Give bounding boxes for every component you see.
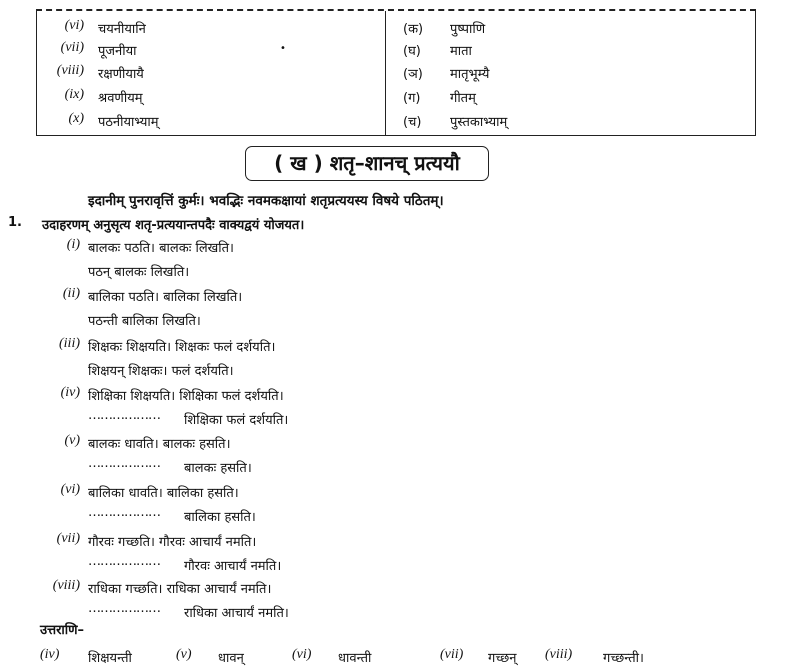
table-right-word: मातृभूम्यै — [450, 67, 490, 82]
table-right-word: गीतम् — [450, 91, 476, 106]
item-combined-sentence: राधिका आचार्यं नमति। — [184, 606, 289, 621]
answer-word: गच्छन् — [488, 651, 517, 666]
answer-number: (viii) — [545, 647, 573, 662]
stray-dot: • — [280, 43, 286, 54]
answer-word: धावन्ती — [338, 651, 372, 666]
item-number: (iv) — [60, 385, 80, 400]
table-right-word: पुस्तकाभ्याम् — [450, 115, 508, 130]
table-left-word: श्रवणीयम् — [98, 91, 143, 106]
table-left-word: पूजनीया — [98, 44, 137, 59]
answer-blank: ……………… — [88, 601, 160, 616]
table-left-word: चयनीयानि — [98, 22, 146, 37]
table-right-word: माता — [450, 44, 472, 59]
table-right-letter: (घ) — [403, 44, 421, 59]
table-left-number: (ix) — [64, 87, 84, 102]
item-sentences: बालकः पठति। बालकः लिखति। — [88, 241, 234, 256]
item-number: (i) — [66, 237, 80, 252]
table-left-number: (x) — [68, 111, 84, 126]
item-sentences: गौरवः गच्छति। गौरवः आचार्यं नमति। — [88, 535, 257, 550]
section-heading: ( ख ) शतृ–शानच् प्रत्ययौ — [245, 146, 489, 181]
table-left-word: रक्षणीयायै — [98, 67, 144, 82]
item-number: (vi) — [60, 482, 80, 497]
question-text: उदाहरणम् अनुसृत्य शतृ-प्रत्ययान्तपदैः वाक्यद्वयं योजयत। — [42, 218, 305, 233]
item-combined-sentence: पठन्ती बालिका लिखति। — [88, 314, 201, 329]
answer-blank: ……………… — [88, 505, 160, 520]
answer-word: धावन् — [218, 651, 244, 666]
item-number: (vii) — [56, 531, 80, 546]
table-right-letter: (ग) — [403, 91, 421, 106]
item-combined-sentence: गौरवः आचार्यं नमति। — [184, 559, 282, 574]
question-number: 1. — [8, 215, 22, 230]
item-sentences: बालिका धावति। बालिका हसति। — [88, 486, 239, 501]
item-sentences: शिक्षिका शिक्षयति। शिक्षिका फलं दर्शयति। — [88, 389, 284, 404]
item-combined-sentence: शिक्षिका फलं दर्शयति। — [184, 413, 289, 428]
item-sentences: बालकः धावति। बालकः हसति। — [88, 437, 231, 452]
item-combined-sentence: बालिका हसति। — [184, 510, 256, 525]
table-left-number: (vi) — [64, 18, 84, 33]
item-number: (ii) — [62, 286, 80, 301]
item-combined-sentence: बालकः हसति। — [184, 461, 252, 476]
table-right-letter: (च) — [403, 115, 422, 130]
answer-word: शिक्षयन्ती — [88, 651, 132, 666]
table-right-letter: (क) — [403, 22, 424, 37]
table-left-number: (vii) — [60, 40, 84, 55]
table-left-number: (viii) — [56, 63, 84, 78]
answers-label: उत्तराणि– — [40, 623, 85, 638]
answer-word: गच्छन्ती। — [603, 651, 644, 666]
item-sentences: बालिका पठति। बालिका लिखति। — [88, 290, 243, 305]
answer-blank: ……………… — [88, 408, 160, 423]
answer-number: (vi) — [292, 647, 312, 662]
item-number: (v) — [64, 433, 80, 448]
item-number: (iii) — [59, 336, 80, 351]
item-sentences: शिक्षकः शिक्षयति। शिक्षकः फलं दर्शयति। — [88, 340, 276, 355]
table-column-divider — [385, 11, 386, 135]
item-combined-sentence: पठन् बालकः लिखति। — [88, 265, 190, 280]
table-right-word: पुष्पाणि — [450, 22, 486, 37]
table-left-word: पठनीयाभ्याम् — [98, 115, 159, 130]
item-number: (viii) — [52, 578, 80, 593]
item-combined-sentence: शिक्षयन् शिक्षकः। फलं दर्शयति। — [88, 364, 234, 379]
answer-number: (vii) — [440, 647, 464, 662]
answer-number: (iv) — [40, 647, 60, 662]
table-right-letter: (ञ) — [403, 67, 423, 82]
answer-blank: ……………… — [88, 456, 160, 471]
answer-blank: ……………… — [88, 554, 160, 569]
intro-paragraph: इदानीम् पुनरावृत्तिं कुर्मः। भवद्भिः नवमकक्षायां शतृप्रत्ययस्य विषये पठितम्। — [88, 193, 444, 209]
item-sentences: राधिका गच्छति। राधिका आचार्यं नमति। — [88, 582, 272, 597]
answer-number: (v) — [176, 647, 192, 662]
